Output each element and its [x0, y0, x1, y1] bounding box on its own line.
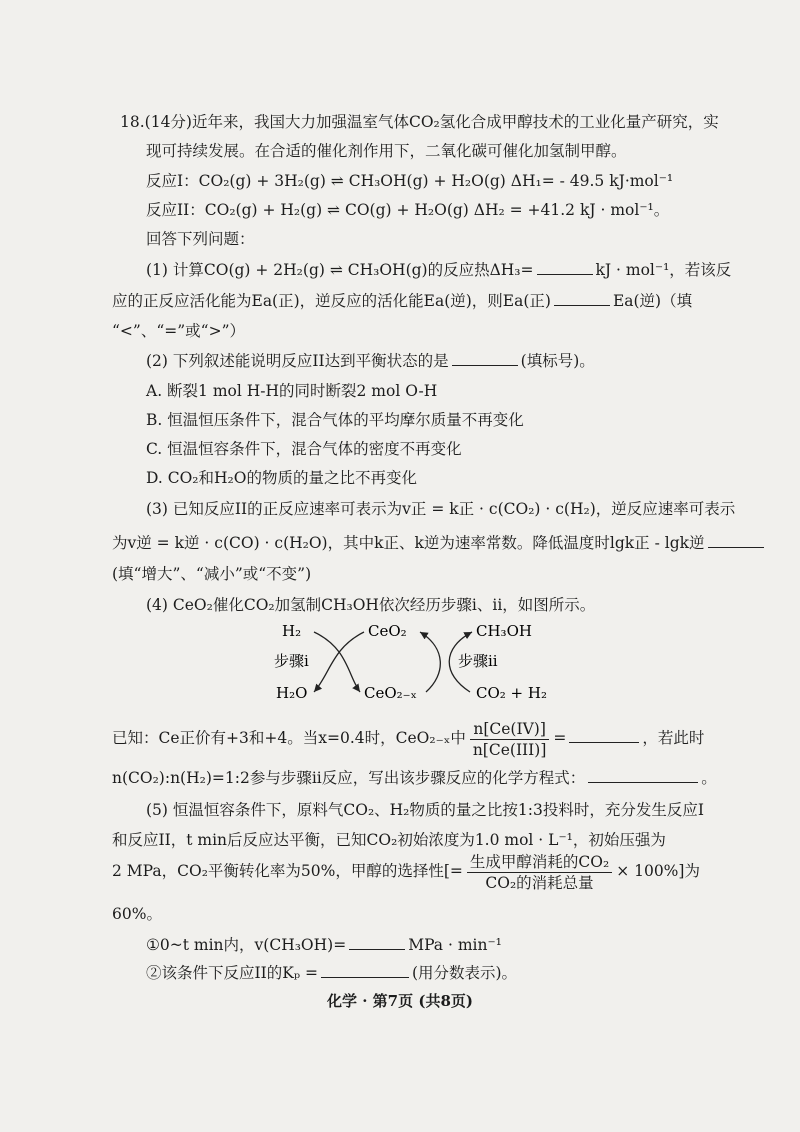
reaction-1: 反应I：CO₂(g) + 3H₂(g) ⇌ CH₃OH(g) + H₂O(g) ΔH₁= - 49.5 kJ·mol⁻¹	[146, 172, 674, 190]
question-score: (14分)	[144, 113, 192, 131]
diagram-step-1: 步骤i	[274, 652, 309, 670]
part-3-line-1: (3) 已知反应II的正反应速率可表示为v正 = k正 · c(CO₂) · c(H₂)，逆反应速率可表示	[146, 500, 736, 518]
arrow-ceo2-to-h2o	[314, 632, 364, 692]
selectivity-numerator: 生成甲醇消耗的CO₂	[467, 852, 612, 873]
part-5-sub-1-post: MPa · min⁻¹	[408, 936, 502, 954]
page-footer: 化学 · 第7页 (共8页)	[327, 992, 473, 1010]
part-3-text-b: 为v逆 = k逆 · c(CO) · c(H₂O)，其中k正、k逆为速率常数。降低温度时lgk正 - lgk逆	[112, 534, 705, 552]
part-1-line-1	[146, 259, 731, 281]
part-4-text-c-pre: n(CO₂):n(H₂)=1:2参与步骤ii反应，写出该步骤反应的化学方程式：	[112, 769, 586, 787]
option-c: C. 恒温恒容条件下，混合气体的密度不再变化	[146, 440, 462, 458]
part-1-line-3: “<”、“=”或“>”）	[112, 322, 246, 340]
diagram-co2-h2: CO₂ + H₂	[476, 684, 547, 702]
selectivity-fraction	[467, 852, 612, 893]
part-4-text-b-pre: 已知：Ce正价有+3和+4。当x=0.4时，CeO₂₋ₓ中	[112, 729, 466, 747]
part-5-sub-1-pre: ①0~t min内，v(CH₃OH)=	[146, 936, 347, 954]
option-a: A. 断裂1 mol H-H的同时断裂2 mol O-H	[146, 382, 438, 400]
diagram-ceo2x: CeO₂₋ₓ	[364, 684, 417, 702]
part-1-text-b: kJ · mol⁻¹，若该反	[595, 261, 732, 279]
option-d: D. CO₂和H₂O的物质的量之比不再变化	[146, 469, 417, 487]
part-4-text-b-post: ，若此时	[642, 729, 705, 747]
diagram-step-2: 步骤ii	[458, 652, 498, 670]
arrow-ceo2x-to-ceo2	[420, 632, 440, 692]
answer-blank-equation[interactable]	[588, 767, 698, 783]
part-5-sub-2-post: (用分数表示)。	[411, 964, 518, 982]
part-5-text-c-post: × 100%]为	[616, 862, 700, 880]
ce-ratio-numerator: n[Ce(IV)]	[470, 719, 550, 740]
part-4-line-1: (4) CeO₂催化CO₂加氢制CH₃OH依次经历步骤i、ii，如图所示。	[146, 596, 596, 614]
part-2-text-a: (2) 下列叙述能说明反应II达到平衡状态的是	[146, 352, 449, 370]
selectivity-denominator: CO₂的消耗总量	[485, 873, 594, 892]
diagram-h2o: H₂O	[276, 684, 308, 702]
ce-ratio-denominator: n[Ce(III)]	[472, 740, 547, 759]
ce-ratio-fraction	[470, 719, 550, 760]
part-5-line-2: 和反应II，t min后反应达平衡，已知CO₂初始浓度为1.0 mol · L⁻¹，初始压强为	[112, 831, 666, 849]
part-5-sub-2-pre: ②该条件下反应II的Kₚ =	[146, 964, 318, 982]
part-5-text-c-pre: 2 MPa，CO₂平衡转化率为50%，甲醇的选择性[=	[112, 862, 463, 880]
part-2-line	[146, 350, 595, 372]
part-3-line-3: (填“增大”、“减小”或“不变”)	[112, 565, 312, 583]
part-5-sub-2	[146, 962, 517, 984]
part-3-line-2	[112, 532, 767, 554]
question-number: 18.	[120, 113, 145, 131]
answer-blank-kp[interactable]	[321, 962, 409, 978]
part-5-sub-1	[146, 934, 502, 956]
part-1-line-2	[112, 290, 692, 312]
question-18-header	[120, 111, 719, 133]
diagram-ceo2: CeO₂	[368, 622, 407, 640]
answer-blank-ce-ratio[interactable]	[569, 727, 639, 743]
intro-line-2: 现可持续发展。在合适的催化剂作用下，二氧化碳可催化加氢制甲醇。	[146, 142, 627, 160]
part-4-line-2: 已知：Ce正价有+3和+4。当x=0.4时，CeO₂₋ₓ中 $\frac{n[Ce(IV)]}{\text{n[Ce(III)]}}$ = ，若此时	[112, 719, 705, 759]
intro-line-1: 近年来，我国大力加强温室气体CO₂氢化合成甲醇技术的工业化量产研究，实	[191, 113, 719, 131]
catalytic-cycle-diagram	[270, 618, 610, 708]
part-2-text-b: (填标号)。	[520, 352, 595, 370]
answer-blank-rate[interactable]	[349, 934, 405, 950]
part-5-line-4: 60%。	[112, 905, 162, 923]
part-1-text-a: (1) 计算CO(g) + 2H₂(g) ⇌ CH₃OH(g)的反应热ΔH₃=	[146, 261, 534, 279]
reaction-2: 反应II：CO₂(g) + H₂(g) ⇌ CO(g) + H₂O(g) ΔH₂ = +41.2 kJ · mol⁻¹。	[146, 201, 670, 219]
answer-blank-equilibrium[interactable]	[452, 350, 518, 366]
part-4-text-c-post: 。	[701, 769, 717, 787]
diagram-ch3oh: CH₃OH	[476, 622, 532, 640]
answer-blank-dh3[interactable]	[537, 259, 593, 275]
answer-prompt: 回答下列问题：	[146, 230, 255, 248]
answer-blank-lgk[interactable]	[708, 532, 764, 548]
part-5-line-3	[112, 848, 700, 894]
part-4-line-3	[112, 767, 717, 789]
answer-blank-ea[interactable]	[554, 290, 610, 306]
diagram-h2: H₂	[282, 622, 302, 640]
part-5-line-1: (5) 恒温恒容条件下，原料气CO₂、H₂物质的量之比按1:3投料时，充分发生反应I	[146, 801, 704, 819]
part-1-text-d: Ea(逆)（填	[612, 292, 693, 310]
option-b: B. 恒温恒压条件下，混合气体的平均摩尔质量不再变化	[146, 411, 524, 429]
part-1-text-c: 应的正反应活化能为Ea(正)，逆反应的活化能Ea(逆)，则Ea(正)	[112, 292, 551, 310]
